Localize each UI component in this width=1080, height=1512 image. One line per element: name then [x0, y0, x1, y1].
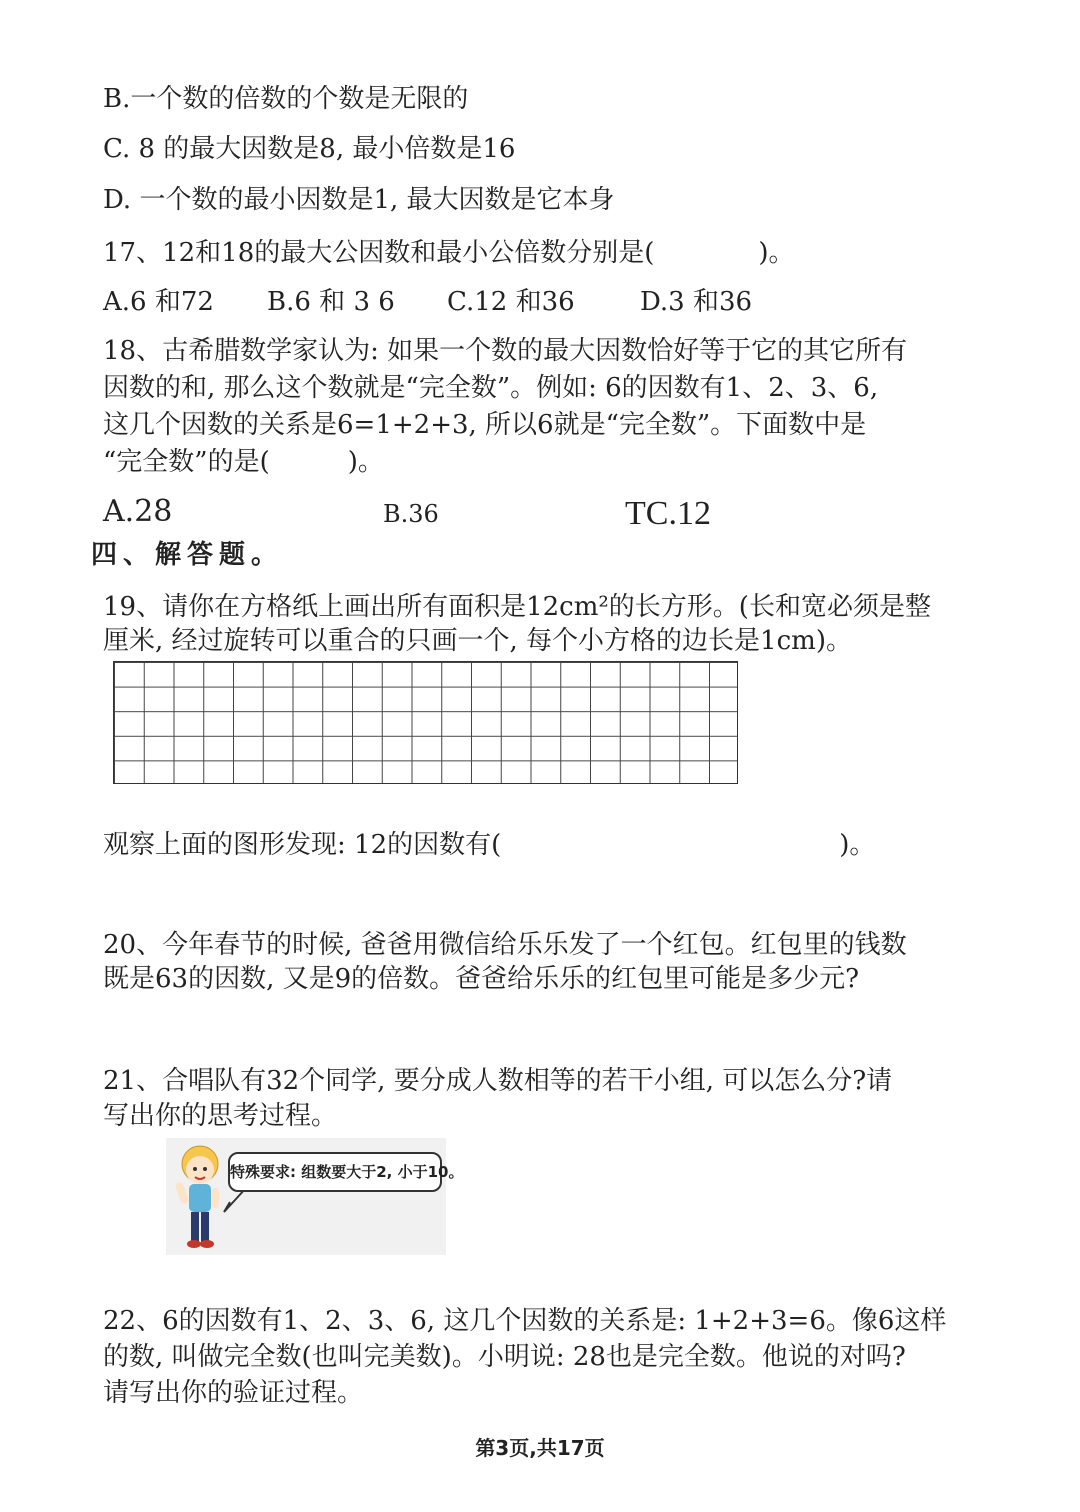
q16-option-d: D. 一个数的最小因数是1, 最大因数是它本身	[103, 185, 615, 215]
cartoon-illustration	[166, 1138, 464, 1255]
q19-line-1: 19、请你在方格纸上画出所有面积是12cm²的长方形。(长和宽必须是整	[103, 592, 931, 622]
q20-line-1: 20、今年春节的时候, 爸爸用微信给乐乐发了一个红包。红包里的钱数	[103, 930, 907, 960]
q18-option-b: B.36	[383, 500, 439, 528]
q21-line-1: 21、合唱队有32个同学, 要分成人数相等的若干小组, 可以怎么分?请	[103, 1066, 893, 1096]
q18-line-1: 18、古希腊数学家认为: 如果一个数的最大因数恰好等于它的其它所有	[103, 336, 908, 366]
q18-line-4: “完全数”的是( )。	[103, 447, 384, 477]
q22-line-3: 请写出你的验证过程。	[103, 1378, 364, 1408]
speech-bubble: 特殊要求: 组数要大于2, 小于10。	[228, 1152, 442, 1192]
q17-option-b: B.6 和 3 6	[267, 287, 395, 317]
q18-line-3: 这几个因数的关系是6=1+2+3, 所以6就是“完全数”。下面数中是	[103, 410, 867, 440]
q21-line-2: 写出你的思考过程。	[103, 1101, 338, 1131]
q22-line-1: 22、6的因数有1、2、3、6, 这几个因数的关系是: 1+2+3=6。像6这样	[103, 1306, 947, 1336]
q17-option-a: A.6 和72	[103, 287, 214, 317]
q19-observe: 观察上面的图形发现: 12的因数有( )。	[103, 830, 876, 860]
q16-option-c: C. 8 的最大因数是8, 最小倍数是16	[103, 134, 516, 164]
q18-option-c: TC.12	[625, 495, 711, 532]
grid-paper[interactable]	[113, 661, 738, 784]
q22-line-2: 的数, 叫做完全数(也叫完美数)。小明说: 28也是完全数。他说的对吗?	[103, 1342, 906, 1372]
q20-line-2: 既是63的因数, 又是9的倍数。爸爸给乐乐的红包里可能是多少元?	[103, 964, 860, 994]
q19-line-2: 厘米, 经过旋转可以重合的只画一个, 每个小方格的边长是1cm)。	[103, 626, 852, 656]
page-number: 第3页,共17页	[475, 1436, 605, 1460]
q17-option-c: C.12 和36	[447, 287, 575, 317]
q16-option-b: B.一个数的倍数的个数是无限的	[103, 84, 469, 114]
section-heading: 四、解答题。	[91, 540, 284, 570]
q18-line-2: 因数的和, 那么这个数就是“完全数”。例如: 6的因数有1、2、3、6,	[103, 373, 879, 403]
q17-stem: 17、12和18的最大公因数和最小公倍数分别是( )。	[103, 238, 795, 268]
q18-option-a: A.28	[103, 494, 173, 529]
q17-option-d: D.3 和36	[640, 287, 753, 317]
